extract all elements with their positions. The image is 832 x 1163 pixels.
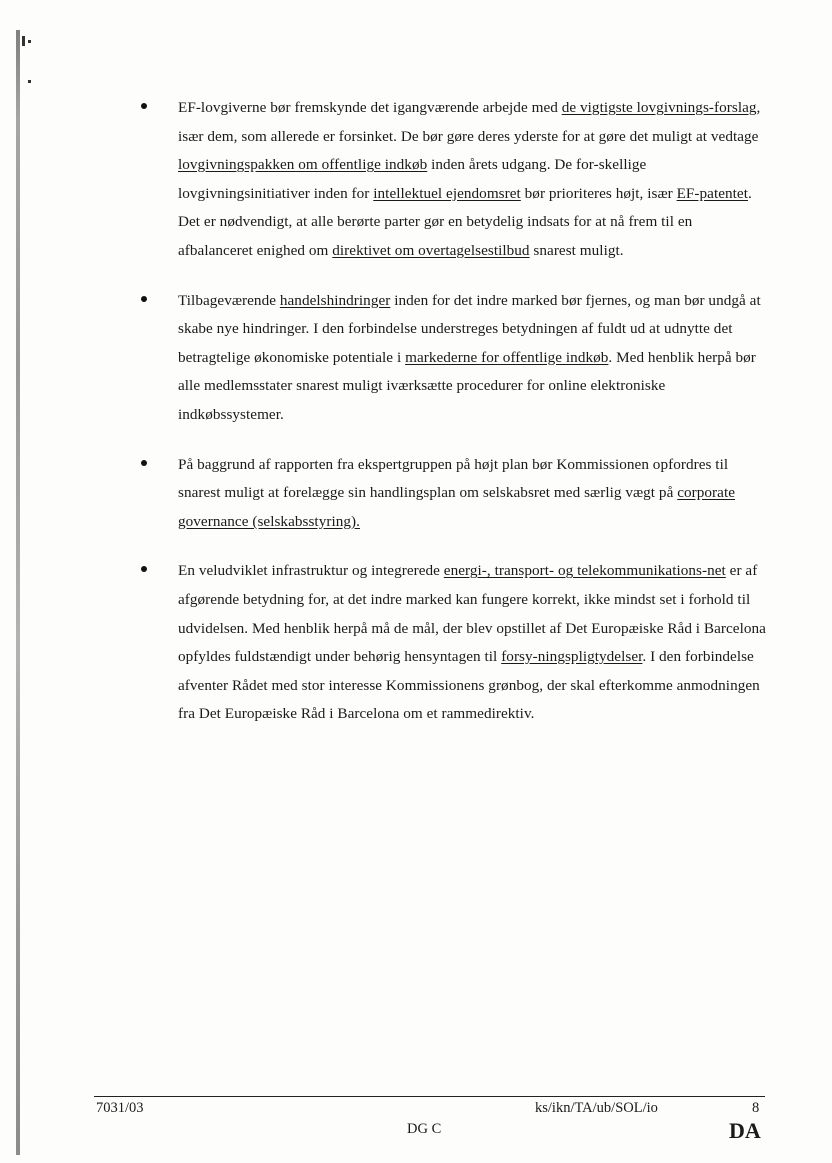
language-code: DA	[729, 1118, 761, 1143]
bullet-item-2	[136, 287, 766, 430]
footer-divider	[94, 1096, 765, 1097]
paragraph-3	[178, 451, 766, 537]
paragraph-1	[178, 94, 766, 266]
underlined-term: intellektuel ejendomsret	[373, 184, 521, 202]
bullet-dot	[141, 296, 147, 302]
bullet-dot	[141, 103, 147, 109]
text-segment: EF-lovgiverne bør fremskynde det igangværende arbejde med	[178, 99, 562, 116]
document-body	[136, 94, 766, 750]
text-segment: er af afgørende betydning for, at det indre marked kan fungere korrekt, ikke mindst set i forhold til udvidelsen. Med henblik herpå må de mål, der blev opstillet af Det Europæiske Råd i Barcelona opfyldes fuldstændigt under behørig hensyntagen til	[178, 562, 766, 666]
paragraph-2	[178, 287, 766, 430]
bullet-item-1	[136, 94, 766, 266]
text-segment: . Det er nødvendigt, at alle berørte parter gør en betydelig indsats for at nå frem til en afbalanceret enighed om	[178, 184, 752, 259]
bullet-dot	[141, 460, 147, 466]
text-segment: Tilbageværende	[178, 291, 280, 309]
text-segment: , især dem, som allerede er forsinket. De bør gøre deres yderste for at gøre det muligt at vedtage	[178, 99, 761, 145]
underlined-term: direktivet om overtagelsestilbud	[332, 241, 530, 259]
page-number: 8	[752, 1100, 760, 1116]
text-segment: . Med henblik herpå bør alle medlemsstater snarest muligt iværksætte procedurer for online elektroniske indkøbssystemer.	[178, 348, 756, 423]
scan-edge-artifact	[16, 30, 20, 1155]
author-code: ks/ikn/TA/ub/SOL/io	[535, 1100, 658, 1116]
scan-mark	[28, 40, 31, 43]
directorate: DG C	[407, 1121, 442, 1137]
scan-mark	[28, 80, 31, 83]
text-segment: snarest muligt.	[529, 241, 624, 259]
text-segment: inden årets udgang. De for-skellige lovgivningsinitiativer inden for	[178, 156, 647, 202]
text-segment: inden for det indre marked bør fjernes, og man bør undgå at skabe nye hindringer. I den forbindelse understreges betydningen af fuldt ud at udnytte det betragtelige økonomiske potentiale i	[178, 291, 761, 366]
underlined-term: handelshindringer	[279, 291, 391, 309]
underlined-term: de vigtigste lovgivnings-forslag	[561, 99, 757, 116]
text-segment: bør prioriteres højt, især	[520, 184, 677, 202]
scan-mark	[22, 36, 25, 46]
text-segment: På baggrund af rapporten fra ekspertgruppen på højt plan bør Kommissionen opfordres til snarest muligt at forelægge sin handlingsplan om selskabsret med særlig vægt på	[178, 455, 729, 502]
text-segment: . I den forbindelse afventer Rådet med stor interesse Kommissionens grønbog, der skal efterkomme anmodningen fra Det Europæiske Råd i Barcelona om et rammedirektiv.	[178, 648, 760, 723]
underlined-term: markederne for offentlige indkøb	[405, 348, 609, 366]
underlined-term: EF-patentet	[676, 184, 748, 202]
underlined-term: forsy-ningspligtydelser	[501, 648, 643, 666]
underlined-term: lovgivningspakken om offentlige indkøb	[178, 156, 428, 174]
bullet-item-3	[136, 451, 766, 537]
document-reference: 7031/03	[96, 1100, 144, 1116]
bullet-item-4	[136, 557, 766, 729]
underlined-term: corporate governance (selskabsstyring).	[178, 484, 736, 530]
bullet-dot	[141, 566, 147, 572]
text-segment: En veludviklet infrastruktur og integrerede	[178, 562, 444, 580]
paragraph-4	[178, 557, 766, 729]
underlined-term: energi-, transport- og telekommunikations-net	[443, 562, 726, 580]
